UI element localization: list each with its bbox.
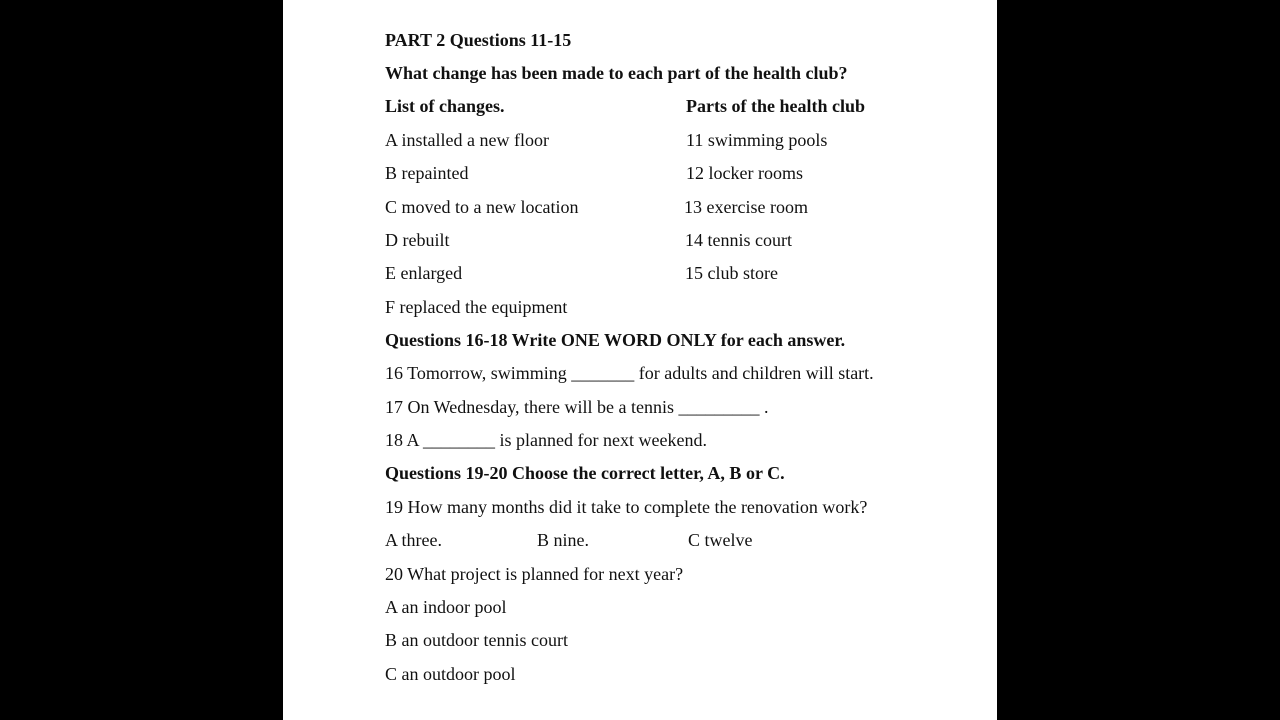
changes-heading: List of changes. xyxy=(385,96,505,116)
question-20-option-a: A an indoor pool xyxy=(385,597,507,617)
change-item-f: F replaced the equipment xyxy=(385,297,568,317)
question-heading: What change has been made to each part of the health club? xyxy=(385,63,848,83)
change-item-c: C moved to a new location xyxy=(385,197,579,217)
section-16-18-heading: Questions 16-18 Write ONE WORD ONLY for each answer. xyxy=(385,330,846,350)
question-18: 18 A ________ is planned for next weekend. xyxy=(385,430,707,450)
change-item-b: B repainted xyxy=(385,163,469,183)
change-item-d: D rebuilt xyxy=(385,230,450,250)
part-heading: PART 2 Questions 11-15 xyxy=(385,30,572,50)
question-20: 20 What project is planned for next year? xyxy=(385,564,684,584)
question-17: 17 On Wednesday, there will be a tennis _________ . xyxy=(385,397,769,417)
question-20-option-c: C an outdoor pool xyxy=(385,664,516,684)
section-19-20-heading: Questions 19-20 Choose the correct letter, A, B or C. xyxy=(385,463,785,483)
question-19: 19 How many months did it take to complete the renovation work? xyxy=(385,497,868,517)
parts-heading: Parts of the health club xyxy=(686,96,865,116)
document-page xyxy=(283,0,997,720)
part-item-11: 11 swimming pools xyxy=(686,130,828,150)
question-20-option-b: B an outdoor tennis court xyxy=(385,630,568,650)
part-item-12: 12 locker rooms xyxy=(686,163,803,183)
change-item-a: A installed a new floor xyxy=(385,130,549,150)
part-item-14: 14 tennis court xyxy=(685,230,792,250)
part-item-15: 15 club store xyxy=(685,263,778,283)
question-19-option-a: A three. xyxy=(385,530,442,550)
part-item-13: 13 exercise room xyxy=(684,197,808,217)
change-item-e: E enlarged xyxy=(385,263,463,283)
question-19-option-b: B nine. xyxy=(537,530,589,550)
question-19-option-c: C twelve xyxy=(688,530,753,550)
question-16: 16 Tomorrow, swimming _______ for adults and children will start. xyxy=(385,363,874,383)
